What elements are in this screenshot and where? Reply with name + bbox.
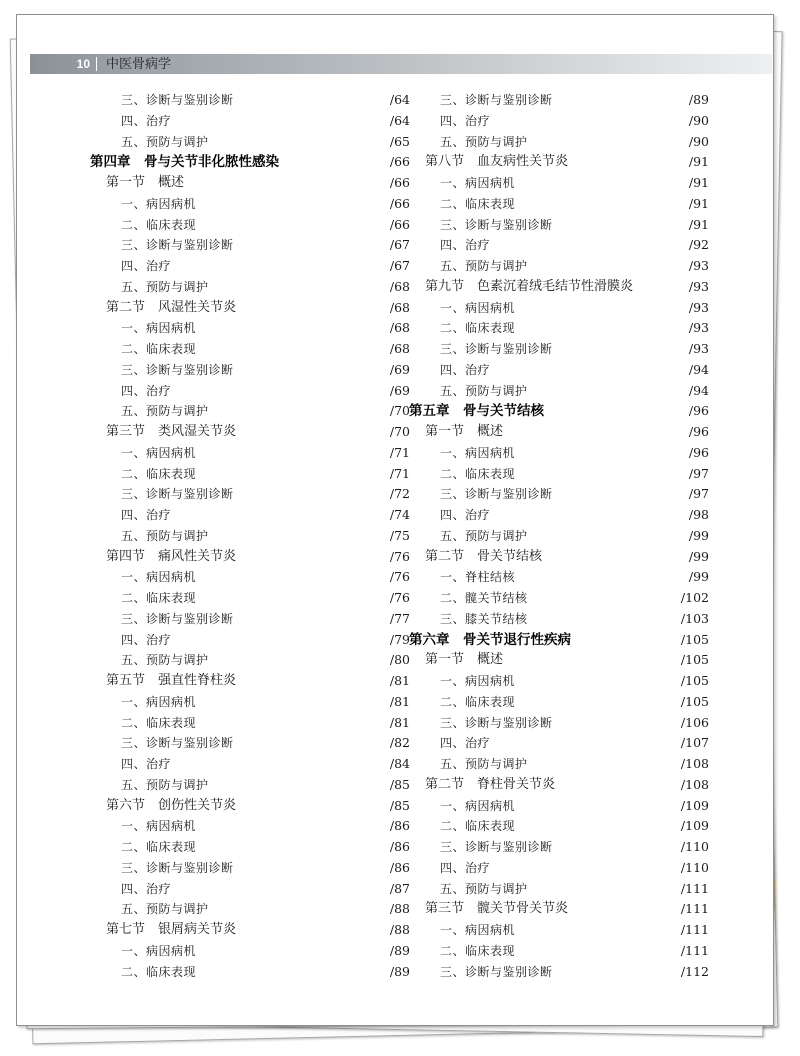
page-number: 10 <box>76 57 90 71</box>
toc-page-ref: /71 <box>389 465 410 481</box>
toc-item-title: 三、诊断与鉴别诊断 <box>440 93 553 107</box>
toc-page-ref: /105 <box>680 693 709 709</box>
toc-page-ref: /105 <box>680 673 709 688</box>
toc-page-ref: /71 <box>389 444 410 460</box>
toc-page-ref: /67 <box>389 237 410 253</box>
toc-page-ref: /81 <box>389 693 410 709</box>
toc-item-title: 四、治疗 <box>440 362 491 377</box>
toc-item-row <box>90 816 410 837</box>
toc-page-ref: /64 <box>389 112 410 128</box>
toc-item-title: 四、治疗 <box>440 113 491 128</box>
toc-section-title: 第三节 类风湿关节炎 <box>106 424 237 439</box>
toc-item-title: 四、治疗 <box>121 757 172 771</box>
toc-item-row <box>90 630 410 651</box>
toc-item-row <box>90 215 410 236</box>
toc-chapter-row <box>409 630 709 651</box>
toc-section-row <box>90 547 410 568</box>
toc-page-ref: /77 <box>389 610 410 626</box>
toc-page-ref: /79 <box>389 631 410 647</box>
toc-item-title: 五、预防与调护 <box>440 528 528 543</box>
toc-item-row <box>90 879 410 900</box>
toc-page-ref: /110 <box>680 859 709 875</box>
toc-page-ref: /103 <box>680 610 709 626</box>
toc-item-row <box>90 713 410 734</box>
toc-section-title: 第五节 强直性脊柱炎 <box>106 673 237 688</box>
toc-page-ref: /69 <box>389 361 410 377</box>
toc-item-title: 一、病因病机 <box>440 923 516 937</box>
toc-page-ref: /93 <box>688 341 709 356</box>
toc-item-row <box>409 381 709 402</box>
toc-page-ref: /68 <box>389 341 410 356</box>
toc-page-ref: /86 <box>389 839 410 854</box>
toc-item-row <box>409 858 709 879</box>
toc-item-row <box>90 899 410 920</box>
toc-page-ref: /81 <box>389 673 410 688</box>
toc-page-ref: /107 <box>680 735 709 751</box>
toc-item-row <box>90 650 410 671</box>
toc-item-title: 五、预防与调护 <box>121 404 209 419</box>
toc-page-ref: /102 <box>680 590 709 605</box>
toc-item-row <box>90 692 410 713</box>
toc-section-title: 第六节 创伤性关节炎 <box>106 797 237 813</box>
toc-chapter-title: 第四章 骨与关节非化脓性感染 <box>90 154 279 170</box>
toc-item-title: 一、病因病机 <box>440 674 516 688</box>
toc-item-title: 三、诊断与鉴别诊断 <box>121 238 234 253</box>
toc-item-row <box>90 401 410 422</box>
toc-page-ref: /90 <box>688 112 709 128</box>
toc-item-row <box>409 941 709 962</box>
toc-page-ref: /93 <box>688 258 709 273</box>
toc-page-ref: /89 <box>688 92 709 107</box>
toc-page-ref: /89 <box>389 942 410 958</box>
toc-item-title: 五、预防与调护 <box>121 777 209 792</box>
toc-page-ref: /111 <box>680 880 709 896</box>
toc-item-row <box>409 962 709 983</box>
toc-page-ref: /88 <box>389 922 410 937</box>
toc-item-row <box>90 256 410 277</box>
toc-item-row <box>90 754 410 775</box>
toc-item-row <box>409 484 709 505</box>
toc-page-ref: /75 <box>389 527 410 543</box>
toc-item-row <box>90 526 410 547</box>
toc-item-row <box>90 837 410 858</box>
toc-section-title: 第四节 痛风性关节炎 <box>106 548 237 564</box>
toc-item-row <box>90 858 410 879</box>
toc-page-ref: /105 <box>680 631 709 647</box>
toc-page-ref: /90 <box>688 133 709 149</box>
toc-item-row <box>409 588 709 609</box>
toc-section-row <box>90 298 410 319</box>
toc-item-title: 四、治疗 <box>121 259 172 273</box>
toc-chapter-row <box>90 152 410 173</box>
toc-item-title: 一、病因病机 <box>440 176 516 190</box>
toc-item-title: 三、诊断与鉴别诊断 <box>121 860 234 875</box>
toc-item-title: 四、治疗 <box>121 383 172 398</box>
toc-item-row <box>409 920 709 941</box>
toc-page-ref: /91 <box>688 175 709 190</box>
toc-item-title: 一、病因病机 <box>121 445 197 460</box>
toc-item-title: 四、治疗 <box>440 238 491 253</box>
toc-section-row <box>409 152 709 173</box>
toc-item-title: 二、临床表现 <box>121 217 197 232</box>
toc-page-ref: /94 <box>688 361 709 377</box>
toc-item-row <box>90 609 410 630</box>
toc-page-ref: /64 <box>389 92 410 107</box>
toc-page-ref: /111 <box>680 901 709 917</box>
toc-section-title: 第二节 风湿性关节炎 <box>106 299 237 315</box>
toc-page-ref: /76 <box>389 590 410 605</box>
toc-page-ref: /108 <box>680 756 709 771</box>
toc-item-title: 二、临床表现 <box>440 196 516 211</box>
toc-item-title: 三、诊断与鉴别诊断 <box>440 217 553 232</box>
toc-page-ref: /96 <box>688 403 709 419</box>
toc-page-ref: /74 <box>389 507 410 522</box>
toc-item-row <box>90 962 410 983</box>
toc-page-ref: /109 <box>680 797 709 813</box>
toc-item-title: 四、治疗 <box>121 632 172 647</box>
toc-page-ref: /96 <box>688 444 709 460</box>
toc-page-ref: /92 <box>688 237 709 253</box>
toc-section-row <box>90 796 410 817</box>
toc-item-title: 一、病因病机 <box>121 196 197 211</box>
toc-item-row <box>409 132 709 153</box>
toc-page-ref: /98 <box>688 507 709 522</box>
toc-page-ref: /112 <box>680 963 709 979</box>
toc-section-title: 第一节 概述 <box>425 424 504 439</box>
toc-page-ref: /72 <box>389 486 410 502</box>
toc-item-row <box>90 339 410 360</box>
toc-item-row <box>90 360 410 381</box>
toc-right-column <box>409 90 709 982</box>
toc-page-ref: /66 <box>389 154 410 170</box>
toc-page-ref: /69 <box>389 382 410 398</box>
toc-page-ref: /110 <box>680 839 709 854</box>
toc-page-ref: /99 <box>688 548 709 564</box>
toc-page-ref: /66 <box>389 175 410 190</box>
toc-section-title: 第七节 银屑病关节炎 <box>106 922 237 937</box>
toc-item-row <box>90 277 410 298</box>
toc-item-title: 三、诊断与鉴别诊断 <box>121 736 234 751</box>
toc-item-row <box>409 443 709 464</box>
toc-item-title: 二、临床表现 <box>121 964 197 979</box>
toc-item-row <box>409 713 709 734</box>
toc-item-title: 三、诊断与鉴别诊断 <box>440 715 553 730</box>
toc-page-ref: /68 <box>389 320 410 336</box>
toc-item-title: 三、诊断与鉴别诊断 <box>440 342 553 356</box>
toc-item-title: 一、病因病机 <box>121 321 197 336</box>
toc-item-title: 一、病因病机 <box>440 300 516 315</box>
toc-item-title: 五、预防与调护 <box>440 259 528 273</box>
toc-page-ref: /111 <box>680 922 709 937</box>
header-divider <box>96 57 97 71</box>
toc-item-row <box>409 692 709 713</box>
running-header <box>30 54 772 74</box>
toc-item-row <box>409 339 709 360</box>
toc-item-title: 三、诊断与鉴别诊断 <box>121 487 234 502</box>
toc-item-title: 五、预防与调护 <box>121 528 209 543</box>
toc-item-row <box>409 837 709 858</box>
toc-item-row <box>409 567 709 588</box>
toc-page-ref: /89 <box>389 963 410 979</box>
toc-item-row <box>90 235 410 256</box>
toc-left-column <box>90 90 410 982</box>
toc-page-ref: /111 <box>680 942 709 958</box>
toc-item-row <box>409 671 709 692</box>
toc-item-title: 三、诊断与鉴别诊断 <box>440 964 553 979</box>
toc-page-ref: /91 <box>688 154 709 170</box>
toc-item-row <box>90 464 410 485</box>
toc-page-ref: /106 <box>680 714 709 730</box>
toc-item-title: 三、诊断与鉴别诊断 <box>121 93 234 107</box>
toc-item-title: 二、临床表现 <box>440 819 516 834</box>
toc-page-ref: /67 <box>389 258 410 273</box>
toc-item-row <box>90 443 410 464</box>
toc-item-row <box>409 235 709 256</box>
toc-item-row <box>409 505 709 526</box>
toc-page-ref: /65 <box>389 133 410 149</box>
toc-section-row <box>90 920 410 941</box>
toc-item-row <box>409 754 709 775</box>
toc-section-title: 第三节 髋关节骨关节炎 <box>425 901 569 917</box>
toc-item-title: 二、临床表现 <box>121 466 197 481</box>
toc-section-row <box>409 422 709 443</box>
toc-chapter-title: 第五章 骨与关节结核 <box>409 403 544 419</box>
toc-item-title: 五、预防与调护 <box>121 279 209 294</box>
toc-page-ref: /76 <box>389 569 410 585</box>
toc-section-title: 第一节 概述 <box>106 175 185 190</box>
toc-page-ref: /109 <box>680 818 709 834</box>
toc-page-ref: /99 <box>688 527 709 543</box>
toc-page-ref: /97 <box>688 465 709 481</box>
toc-section-title: 第八节 血友病性关节炎 <box>425 154 569 170</box>
toc-item-title: 四、治疗 <box>121 508 172 522</box>
toc-item-row <box>409 816 709 837</box>
toc-page-ref: /85 <box>389 776 410 792</box>
toc-item-row <box>90 318 410 339</box>
toc-page-ref: /97 <box>688 486 709 502</box>
toc-item-row <box>409 298 709 319</box>
toc-item-title: 三、膝关节结核 <box>440 611 528 626</box>
toc-item-row <box>90 194 410 215</box>
toc-item-row <box>90 505 410 526</box>
toc-item-row <box>409 464 709 485</box>
toc-page-ref: /91 <box>688 216 709 232</box>
toc-item-title: 五、预防与调护 <box>121 902 209 917</box>
toc-item-title: 一、病因病机 <box>121 570 197 585</box>
toc-page-ref: /105 <box>680 652 709 668</box>
toc-page-ref: /91 <box>688 195 709 211</box>
toc-item-row <box>90 484 410 505</box>
toc-item-title: 四、治疗 <box>440 508 491 522</box>
toc-chapter-title: 第六章 骨关节退行性疾病 <box>409 631 571 647</box>
toc-section-row <box>409 650 709 671</box>
toc-item-row <box>409 215 709 236</box>
toc-page-ref: /68 <box>389 278 410 294</box>
toc-section-row <box>409 277 709 298</box>
toc-page-ref: /81 <box>389 714 410 730</box>
toc-page-ref: /93 <box>688 320 709 336</box>
toc-item-title: 四、治疗 <box>121 113 172 128</box>
toc-section-row <box>90 173 410 194</box>
toc-section-title: 第二节 骨关节结核 <box>425 548 543 564</box>
toc-section-title: 第一节 概述 <box>425 652 504 668</box>
toc-item-title: 一、病因病机 <box>121 819 197 834</box>
toc-page-ref: /96 <box>688 424 709 439</box>
toc-page-ref: /84 <box>389 756 410 771</box>
toc-item-row <box>90 588 410 609</box>
toc-section-row <box>90 422 410 443</box>
toc-item-title: 二、临床表现 <box>440 321 516 336</box>
toc-item-title: 二、临床表现 <box>121 342 197 356</box>
toc-item-title: 五、预防与调护 <box>440 881 528 896</box>
toc-page-ref: /93 <box>688 278 709 294</box>
toc-item-row <box>90 111 410 132</box>
toc-section-row <box>409 547 709 568</box>
toc-item-title: 四、治疗 <box>440 860 491 875</box>
toc-page-ref: /85 <box>389 797 410 813</box>
toc-item-title: 三、诊断与鉴别诊断 <box>440 840 553 854</box>
toc-item-row <box>409 360 709 381</box>
toc-item-row <box>90 733 410 754</box>
toc-page-ref: /88 <box>389 901 410 917</box>
toc-item-title: 五、预防与调护 <box>440 134 528 149</box>
toc-item-row <box>409 796 709 817</box>
toc-item-title: 五、预防与调护 <box>440 757 528 771</box>
toc-item-title: 五、预防与调护 <box>121 653 209 668</box>
toc-item-row <box>409 318 709 339</box>
toc-item-title: 二、临床表现 <box>121 591 197 605</box>
toc-page-ref: /80 <box>389 652 410 668</box>
toc-item-title: 二、髋关节结核 <box>440 591 528 605</box>
toc-item-title: 一、病因病机 <box>121 694 197 709</box>
toc-item-row <box>90 90 410 111</box>
toc-item-row <box>409 90 709 111</box>
toc-page-ref: /86 <box>389 859 410 875</box>
toc-page-ref: /70 <box>389 403 410 419</box>
toc-item-title: 一、病因病机 <box>121 943 197 958</box>
toc-section-row <box>409 899 709 920</box>
toc-item-title: 二、临床表现 <box>121 840 197 854</box>
toc-item-title: 四、治疗 <box>440 736 491 751</box>
toc-item-title: 三、诊断与鉴别诊断 <box>121 611 234 626</box>
toc-page-ref: /86 <box>389 818 410 834</box>
toc-page-ref: /66 <box>389 216 410 232</box>
toc-page-ref: /108 <box>680 776 709 792</box>
toc-section-title: 第九节 色素沉着绒毛结节性滑膜炎 <box>425 278 634 294</box>
toc-page-ref: /76 <box>389 548 410 564</box>
toc-item-title: 二、临床表现 <box>121 715 197 730</box>
toc-page-ref: /70 <box>389 424 410 439</box>
toc-item-title: 一、病因病机 <box>440 798 516 813</box>
toc-item-row <box>90 775 410 796</box>
toc-page-ref: /66 <box>389 195 410 211</box>
toc-page-ref: /99 <box>688 569 709 585</box>
toc-item-title: 四、治疗 <box>121 881 172 896</box>
toc-item-row <box>409 733 709 754</box>
toc-item-title: 三、诊断与鉴别诊断 <box>440 487 553 502</box>
toc-section-row <box>90 671 410 692</box>
toc-item-title: 五、预防与调护 <box>440 383 528 398</box>
toc-item-row <box>409 609 709 630</box>
toc-item-title: 五、预防与调护 <box>121 134 209 149</box>
toc-item-row <box>409 194 709 215</box>
toc-chapter-row <box>409 401 709 422</box>
toc-item-row <box>409 111 709 132</box>
toc-item-title: 二、临床表现 <box>440 466 516 481</box>
toc-item-row <box>90 941 410 962</box>
toc-item-row <box>90 381 410 402</box>
toc-page-ref: /68 <box>389 299 410 315</box>
toc-item-row <box>409 173 709 194</box>
toc-item-title: 二、临床表现 <box>440 694 516 709</box>
toc-page-ref: /93 <box>688 299 709 315</box>
toc-item-title: 二、临床表现 <box>440 943 516 958</box>
toc-item-title: 三、诊断与鉴别诊断 <box>121 362 234 377</box>
toc-item-title: 一、病因病机 <box>440 445 516 460</box>
toc-page-ref: /87 <box>389 880 410 896</box>
toc-section-title: 第二节 脊柱骨关节炎 <box>425 776 556 792</box>
toc-item-row <box>409 256 709 277</box>
toc-page-ref: /82 <box>389 735 410 751</box>
toc-item-title: 一、脊柱结核 <box>440 570 516 585</box>
toc-item-row <box>409 879 709 900</box>
toc-item-row <box>90 132 410 153</box>
toc-section-row <box>409 775 709 796</box>
toc-page-ref: /94 <box>688 382 709 398</box>
book-title: 中医骨病学 <box>106 56 172 71</box>
toc-item-row <box>90 567 410 588</box>
toc-item-row <box>409 526 709 547</box>
